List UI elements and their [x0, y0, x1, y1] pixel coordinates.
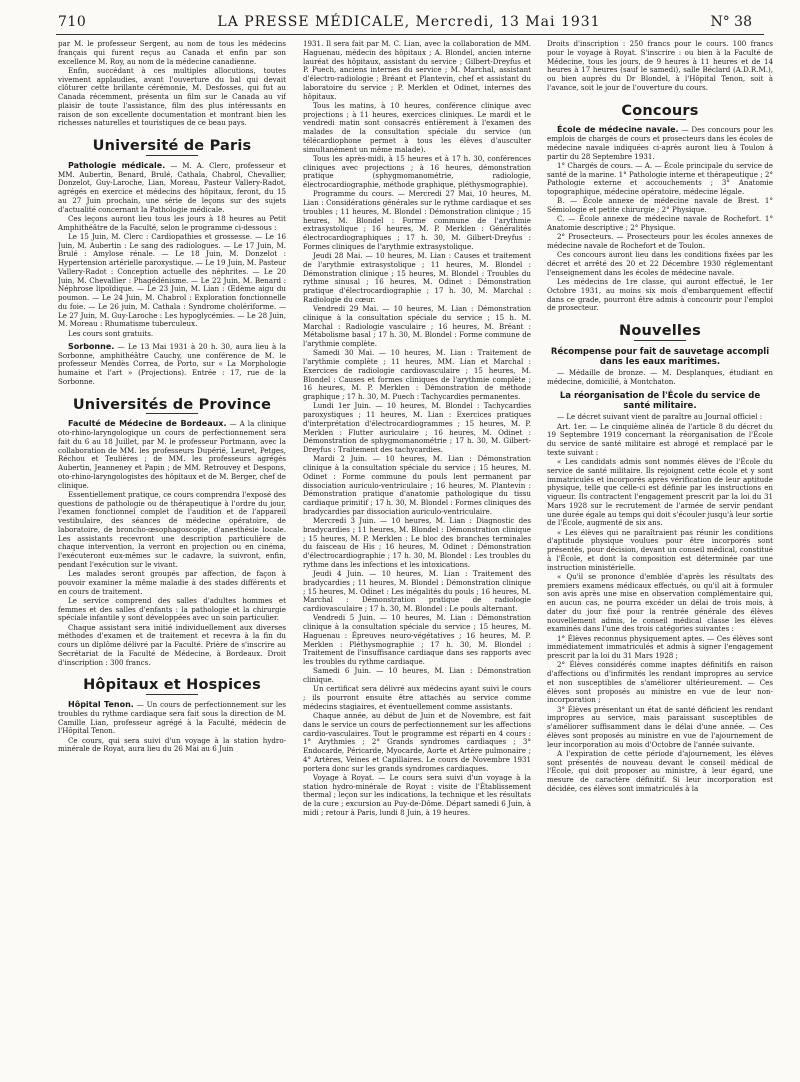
paragraph: Droits d'inscription : 250 francs pour le cours. 100 francs pour le voyage à Royat. S'inscrire : ou bien à la Faculté de Médecine, tous les jours, de 9 heures à 11 heures et de 14 heures à 17 heures (sauf le samedi), salle Béclard (A.D.R.M.), ou bien auprès du Dr Blondel, à l'Hôpital Tenon, soit à l'avance, soit le jour de l'ouverture du cours.: [547, 40, 773, 92]
paragraph: Le service comprend des salles d'adultes hommes et femmes et des salles d'enfants : la pathologie et la chirurgie spéciale infantile y sont développées avec un soin particulier.: [58, 595, 286, 623]
paragraph: Jeudi 28 Mai. — 10 heures, M. Lian : Causes et traitement de l'arythmie extrasystolique ; 11 heures, M. Blondel : Démonstration clinique ; 15 heures, M. Blondel : Troubles du rythme sinusal ; 16 heures, M. Odinet : Démonstration pratique d'électrocardiographie ; 17 h. 30, M. Marchal : Radiologie du cœur.: [303, 251, 531, 304]
column-3: [547, 40, 773, 1076]
paragraph: Art. 1er. — Le cinquième alinéa de l'article 8 du décret du 19 Septembre 1919 concernant la réorganisation de l'École du service de santé militaire est abrogé et remplacé par le texte suivant :: [547, 421, 773, 457]
section-title-province: Universités de Province: [72, 396, 272, 413]
paragraph: Samedi 30 Mai. — 10 heures, M. Lian : Traitement de l'arythmie complète ; 11 heures, MM. Lian et Marchal : Exercices de radiologie cardiovasculaire ; 15 heures, M. Blondel : Causes et formes cliniques de l'arythmie complète ; 16 heures, M. P. Merklen : Démonstration de méthode graphique ; 17 h. 30, M. Puech : Tachycardies permanentes.: [303, 348, 531, 401]
paragraph: Les malades seront groupés par affection, de façon à pouvoir examiner la même maladie à des stades différents et en cours de traitement.: [58, 569, 286, 596]
lead-tenon: Hôpital Tenon.: [68, 700, 134, 709]
page-header: [58, 14, 760, 32]
section-title-concours: Concours: [621, 102, 699, 119]
paragraph: Le 15 Juin, M. Clerc : Cardiopathies et grossesse. — Le 16 Juin, M. Aubertin : Le sang des radiologues. — Le 17 Juin, M. Brulé : Amylose rénale. — Le 18 Juin, M. Donzelot : Hypertension artérielle paroxystique. — Le 19 Juin, M. Pasteur Vallery-Radot : Conception actuelle des néphrites. — Le 20 Juin, M. Chevallier : Phagédénisme. — Le 22 Juin, M. Benard : Néphrose lipoïdique. — Le 23 Juin, M. Lian : Œdème aigu du poumon. — Le 24 Juin, M. Chabrol : Exploration fonctionnelle du foie. — Le 26 juin, M. Cathala : Syndrome cholériforme. — Le 27 Juin, M. Guy-Laroche : Les hypoglycémies. — Le 28 Juin, M. Moreau : Rhumatisme tuberculeux.: [58, 231, 286, 329]
paragraph: A l'expiration de cette période d'ajournement, les élèves sont présentés de nouveau devant le conseil médical de l'École, qui doit proposer au ministre, à leur égard, une mesure de caractère définitif. Si leur incorporation est décidée, ces élèves sont immatriculés à la: [547, 748, 773, 793]
paragraph: Les cours sont gratuits.: [68, 328, 154, 338]
paragraph: Les médecins de 1re classe, qui auront effectué, le 1er Octobre 1931, au moins six mois d'embarquement effectif dans ce grade, pourront être admis à concourir pour l'emploi de prosecteur.: [547, 277, 773, 313]
masthead: LA PRESSE MÉDICALE, Mercredi, 13 Mai 1931: [217, 14, 601, 30]
lead-sorbonne: Sorbonne.: [68, 341, 115, 351]
paragraph: Jeudi 4 Juin. — 10 heures, M. Lian : Traitement des bradycardies ; 11 heures, M. Blondel : Démonstration clinique ; 15 heures, M. Odinet : Les inégalités du pouls ; 16 heures, M. Marchal : Démonstration pratique de radiologie cardiovasculaire ; 17 h. 30, M. Blondel : Le pouls alternant.: [303, 569, 531, 613]
paragraph: « Les élèves qui ne paraîtraient pas réunir les conditions d'aptitude physique voulues pour être incorporés sont présentés, pour décision, devant un conseil médical, constitué à l'École, et dont la composition est déterminée par une instruction ministérielle.: [547, 527, 773, 572]
subtitle-recompense: Récompense pour fait de sauvetage accompli dans les eaux maritimes.: [550, 346, 770, 367]
paragraph: Essentiellement pratique, ce cours comprendra l'exposé des questions de pathologie ou de thérapeutique à l'ordre du jour, l'examen fonctionnel complet de l'audition et de l'appareil vestibulaire, des séances de médecine opératoire, de laboratoire, de broncho-œsophagoscopie, d'anesthésie locale. Les assistants recevront une description particulière de chaque intervention, la verront en projection ou en cinéma, l'exécuteront eux-mêmes sur le cadavre, la suivront, enfin, pendant l'exécution sur le vivant.: [58, 489, 286, 569]
column-2: [303, 40, 531, 1076]
header-rule: [56, 34, 764, 35]
paragraph: « Qu'il se prononce d'emblée d'après les résultats des premiers examens médicaux effectués, ou qu'il ait à formuler son avis après une mise en observation complémentaire qui, en aucun cas, ne pourra excéder un délai de trois mois, à dater du jour fixé pour la rentrée générale des élèves nouvellement admis, le conseil médical classe les élèves examinés dans l'une des trois catégories suivantes :: [547, 571, 773, 634]
paragraph: 1° Chargés de cours. — A. — École principale du service de santé de la marine. 1° Pathologie interne et thérapeutique ; 2° Pathologie externe et accouchements ; 3° Anatomie topographique, médecine opératoire, médecine légale.: [547, 160, 773, 196]
paragraph: Voyage à Royat. — Le cours sera suivi d'un voyage à la station hydro-minérale de Royat : visite de l'Établissement thermal ; leçon sur les indications, la technique et les résultats de la cure ; excursion au Puy-de-Dôme. Départ samedi 6 Juin, à midi ; retour à Paris, lundi 8 Juin, à 19 heures.: [303, 772, 531, 817]
paragraph: Chaque année, au début de Juin et de Novembre, est fait dans le service un cours de perfectionnement sur les affections cardio-vasculaires. Tout le programme est réparti en 4 cours : 1° Arythmies ; 2° Grands syndromes cardiaques ; 3° Endocarde, Péricarde, Myocarde, Aorte et Artère pulmonaire ; 4° Artères, Veines et Capillaires. Le cours de Novembre 1931 portera donc sur les grands syndromes cardiaques.: [303, 711, 531, 773]
subtitle-reorganisation: La réorganisation de l'École du service de santé militaire.: [559, 391, 761, 412]
paragraph: — Médaille de bronze. — M. Desplanques, étudiant en médecine, domicilié, à Montchaton.: [547, 367, 773, 386]
paragraph: Un certificat sera délivré aux médecins ayant suivi le cours ; ils pourront ensuite être attachés au service comme médecins stagiaires, et éventuellement comme assistants.: [303, 684, 531, 711]
paragraph-navale: École de médecine navale. — Des concours pour les emplois de chargés de cours et prosecteurs dans les écoles de médecine navale indiquées ci-après auront lieu à Toulon à partir du 28 Septembre 1931.: [547, 125, 773, 161]
paragraph: Vendredi 5 Juin. — 10 heures, M. Lian : Démonstration clinique à la consultation spéciale du service ; 15 heures, M. Haguenau : Épreuves neuro-végétatives ; 16 heures, M. P. Merklen : Pléthysmographie ; 17 h. 30, M. Blondel : Traitement de l'insuffisance cardiaque dans ses rapports avec les troubles du rythme cardiaque.: [303, 613, 531, 666]
paragraph: Tous les matins, à 10 heures, conférence clinique avec projections ; à 11 heures, exercices cliniques. Le mardi et le vendredi matin sont consacrés entièrement à l'examen des malades de la consultation spéciale du service (un télécardiophone permet à tous les élèves d'ausculter simultanément un même malade).: [303, 100, 531, 154]
lead-navale: École de médecine navale.: [557, 125, 679, 135]
page-number: 710: [58, 14, 87, 30]
paragraph: Ces leçons auront lieu tous les jours à 18 heures au Petit Amphithéâtre de la Faculté, selon le programme ci-dessous :: [58, 213, 286, 232]
section-rule: [146, 155, 198, 156]
paragraph: Mercredi 3 Juin. — 10 heures, M. Lian : Diagnostic des bradycardies ; 11 heures, M. Blondel : Démonstration clinique ; 15 heures, M. P. Merklen : Le bloc des branches terminales du faisceau de His ; 16 heures, M. Odinet : Démonstration d'électrocardiographie ; 17 h. 30, M. Blondel : Les troubles du rythme dans les infections et les intoxications.: [303, 516, 531, 569]
paragraph: 1931. Il sera fait par M. C. Lian, avec la collaboration de MM. Haguenau, médecin des hôpitaux ; A. Blondel, ancien interne lauréat des hôpitaux, assistant du service ; Gilbert-Dreyfus et P. Puech, anciens internes du service ; M. Marchal, assistant d'électro-radiologie ; Bréant et Plantevin, chef et assistant du laboratoire du service ; P. Merklen et Odinet, internes des hôpitaux.: [303, 40, 531, 101]
paragraph: 3° Élèves présentant un état de santé déficient les rendant impropres au service, mais paraissant susceptibles de s'améliorer suffisamment dans le délai d'une année. — Ces élèves sont proposés au ministre en vue de l'ajournement de leur incorporation au mois d'Octobre de l'année suivante.: [547, 704, 773, 749]
paragraph: 2° Élèves considérés comme inaptes définitifs en raison d'affections ou d'infirmités les rendant impropres au service et non susceptibles de s'améliorer ultérieurement. — Ces élèves sont proposés au ministre en vue de leur non-incorporation ;: [547, 660, 773, 705]
section-rule: [634, 119, 686, 120]
column-1: [58, 40, 286, 1076]
paragraph: Mardi 2 Juin. — 10 heures, M. Lian : Démonstration clinique à la consultation spéciale du service ; 15 heures, M. Odinet : Forme commune du pouls lent permanent par dissociation auriculo-ventriculaire ; 16 heures, M. Plantevin : Démonstration pratique d'anatomie pathologique du tissu cardiaque primitif ; 17 h. 30, M. Blondel : Formes cliniques des bradycardies par dissociation auriculo-ventriculaire.: [303, 454, 531, 516]
paragraph: 2° Prosecteurs. — Prosecteurs pour les écoles annexes de médecine navale de Rochefort et de Toulon.: [547, 232, 773, 250]
lead-pathologie: Pathologie médicale.: [68, 160, 166, 170]
section-title-nouvelles: Nouvelles: [619, 323, 701, 339]
lead-bordeaux: Faculté de Médecine de Bordeaux.: [68, 419, 227, 429]
paragraph: — Le décret suivant vient de paraître au Journal officiel :: [557, 412, 763, 422]
paragraph: Enfin, succédant à ces multiples allocutions, toutes vivement applaudies, avant l'ouverture du bal qui devait clôturer cette brillante cérémonie, M. Desfosses, qui fut au Canada récemment, présenta un film sur le Canada au vif plaisir de toute l'assistance, film des plus intéressants en raison de son excellente documentation et montrant bien les richesses naturelles et touristiques de ce beau pays.: [58, 65, 286, 128]
paragraph: Chaque assistant sera initié individuellement aux diverses méthodes d'examen et de traitement et recevra à la fin du cours un diplôme délivré par la Faculté. Prière de s'inscrire au Secrétariat de la Faculté de Médecine, à Bordeaux. Droit d'inscription : 300 francs.: [58, 622, 286, 667]
section-rule: [146, 694, 198, 695]
issue-number: N° 38: [710, 14, 752, 30]
paragraph: Tous les après-midi, à 15 heures et à 17 h. 30, conférences cliniques avec projections ; à 16 heures, démonstration pratique (sphygmomanométrie, radiologie, électrocardiographie, méthode graphique, pléthysmographie).: [303, 153, 531, 189]
paragraph-tenon: Hôpital Tenon. — Un cours de perfectionnement sur les troubles du rythme cardiaque sera fait sous la direction de M. Camille Lian, professeur agrégé à la Faculté, médecin de l'Hôpital Tenon.: [58, 700, 286, 736]
section-rule: [634, 340, 686, 341]
paragraph-pathologie: Pathologie médicale. — M. A. Clerc, professeur et MM. Aubertin, Benard, Brulé, Cathala, Chabrol, Chevallier, Donzelot, Guy-Laroche, Lian, Moreau, Pasteur Vallery-Radot, agrégés en exercice et médecins des hôpitaux, feront, du 15 au 27 Juin prochain, une série de leçons sur des sujets d'actualité concernant la Pathologie médicale.: [58, 160, 286, 214]
paragraph: par M. le professeur Sergent, au nom de tous les médecins français qui furent reçus au Canada et enfin par son excellence M. Roy, au nom de la médecine canadienne.: [58, 40, 286, 66]
section-title-paris: Université de Paris: [92, 138, 252, 154]
paragraph: Ce cours, qui sera suivi d'un voyage à la station hydro-minérale de Royat, aura lieu du 26 Mai au 6 Juin: [58, 735, 286, 754]
paragraph: « Les candidats admis sont nommés élèves de l'École du service de santé militaire. Ils rejoignent cette école et y sont immatriculés et incorporés après vérification de leur aptitude physique, telle que celle-ci est définie par les instructions en vigueur. Ils contractent l'engagement prescrit par la loi du 31 Mars 1928 sur le recrutement de l'armée de servir pendant une durée égale au temps qui doit s'écouler jusqu'à leur sortie de l'École, augmenté de six ans.: [547, 457, 773, 528]
paragraph: Vendredi 29 Mai. — 10 heures, M. Lian : Démonstration clinique à la consultation spéciale du service ; 15 h. M. Marchal : Radiologie vasculaire ; 16 heures, M. Bréant : Métabolisme basal ; 17 h. 30, M. Blondel : Forme commune de l'arythmie complète.: [303, 304, 531, 348]
paragraph: B. — École annexe de médecine navale de Brest. 1° Sémiologie et petite chirurgie ; 2° Physique.: [547, 196, 773, 214]
paragraph: Samedi 6 Juin. — 10 heures, M. Lian : Démonstration clinique.: [303, 666, 531, 684]
paragraph: 1° Élèves reconnus physiquement aptes. — Ces élèves sont immédiatement immatriculés et admis à signer l'engagement prescrit par la loi du 31 Mars 1928 ;: [547, 633, 773, 660]
section-title-hopitaux: Hôpitaux et Hospices: [83, 677, 261, 694]
paragraph: Lundi 1er Juin. — 10 heures, M. Blondel : Tachycardies paroxystiques ; 11 heures, M. Lian : Exercices pratiques d'interprétation d'électrocardiogrammes ; 15 heures, M. P. Merklen : Flutter auriculaire ; 16 heures, M. Odinet : Démonstration de sphygmomanométrie ; 17 h. 30, M. Gilbert-Dreyfus : Traitement des tachycardies.: [303, 401, 531, 454]
section-rule: [146, 413, 198, 414]
paragraph-sorbonne: Sorbonne. — Le 13 Mai 1931 à 20 h. 30, aura lieu à la Sorbonne, amphithéâtre Cauchy, une conférence de M. le professeur Mendès Correa, de Porto, sur « La Morphologie humaine et l'art » (Projections). Entrée : 17, rue de la Sorbonne.: [58, 341, 286, 386]
paragraph-bordeaux: Faculté de Médecine de Bordeaux. — A la clinique oto-rhino-laryngologique un cours de perfectionnement sera fait du 6 au 18 Juillet, par M. le professeur Portmann, avec la collaboration de MM. les professeurs Dupérié, Leuret, Petges, Réchou et Teulières ; de MM. les professeurs agrégés Aubertin, Jeanneney et Papin ; de MM. Retrouvey et Despons, oto-rhino-laryngologistes des hôpitaux et de M. Berger, chef de clinique.: [58, 419, 286, 490]
paragraph: Ces concours auront lieu dans les conditions fixées par les décret et arrêté des 20 et 22 Décembre 1930 réglementant l'enseignement dans les écoles de médecine navale.: [547, 250, 773, 277]
paragraph-programme: Programme du cours. — Mercredi 27 Mai, 10 heures, M. Lian : Considérations générales sur le rythme cardiaque et ses troubles ; 11 heures, M. Blondel : Démonstration clinique ; 15 heures, M. Blondel : Forme commune de l'arythmie extrasystolique ; 16 heures, M. P. Merklen : Généralités électrocardiographiques ; 17 h. 30, M. Gilbert-Dreyfus : Formes cliniques de l'arythmie extrasystolique.: [303, 189, 531, 251]
paragraph: C. — École annexe de médecine navale de Rochefort. 1° Anatomie descriptive ; 2° Physique.: [547, 214, 773, 232]
